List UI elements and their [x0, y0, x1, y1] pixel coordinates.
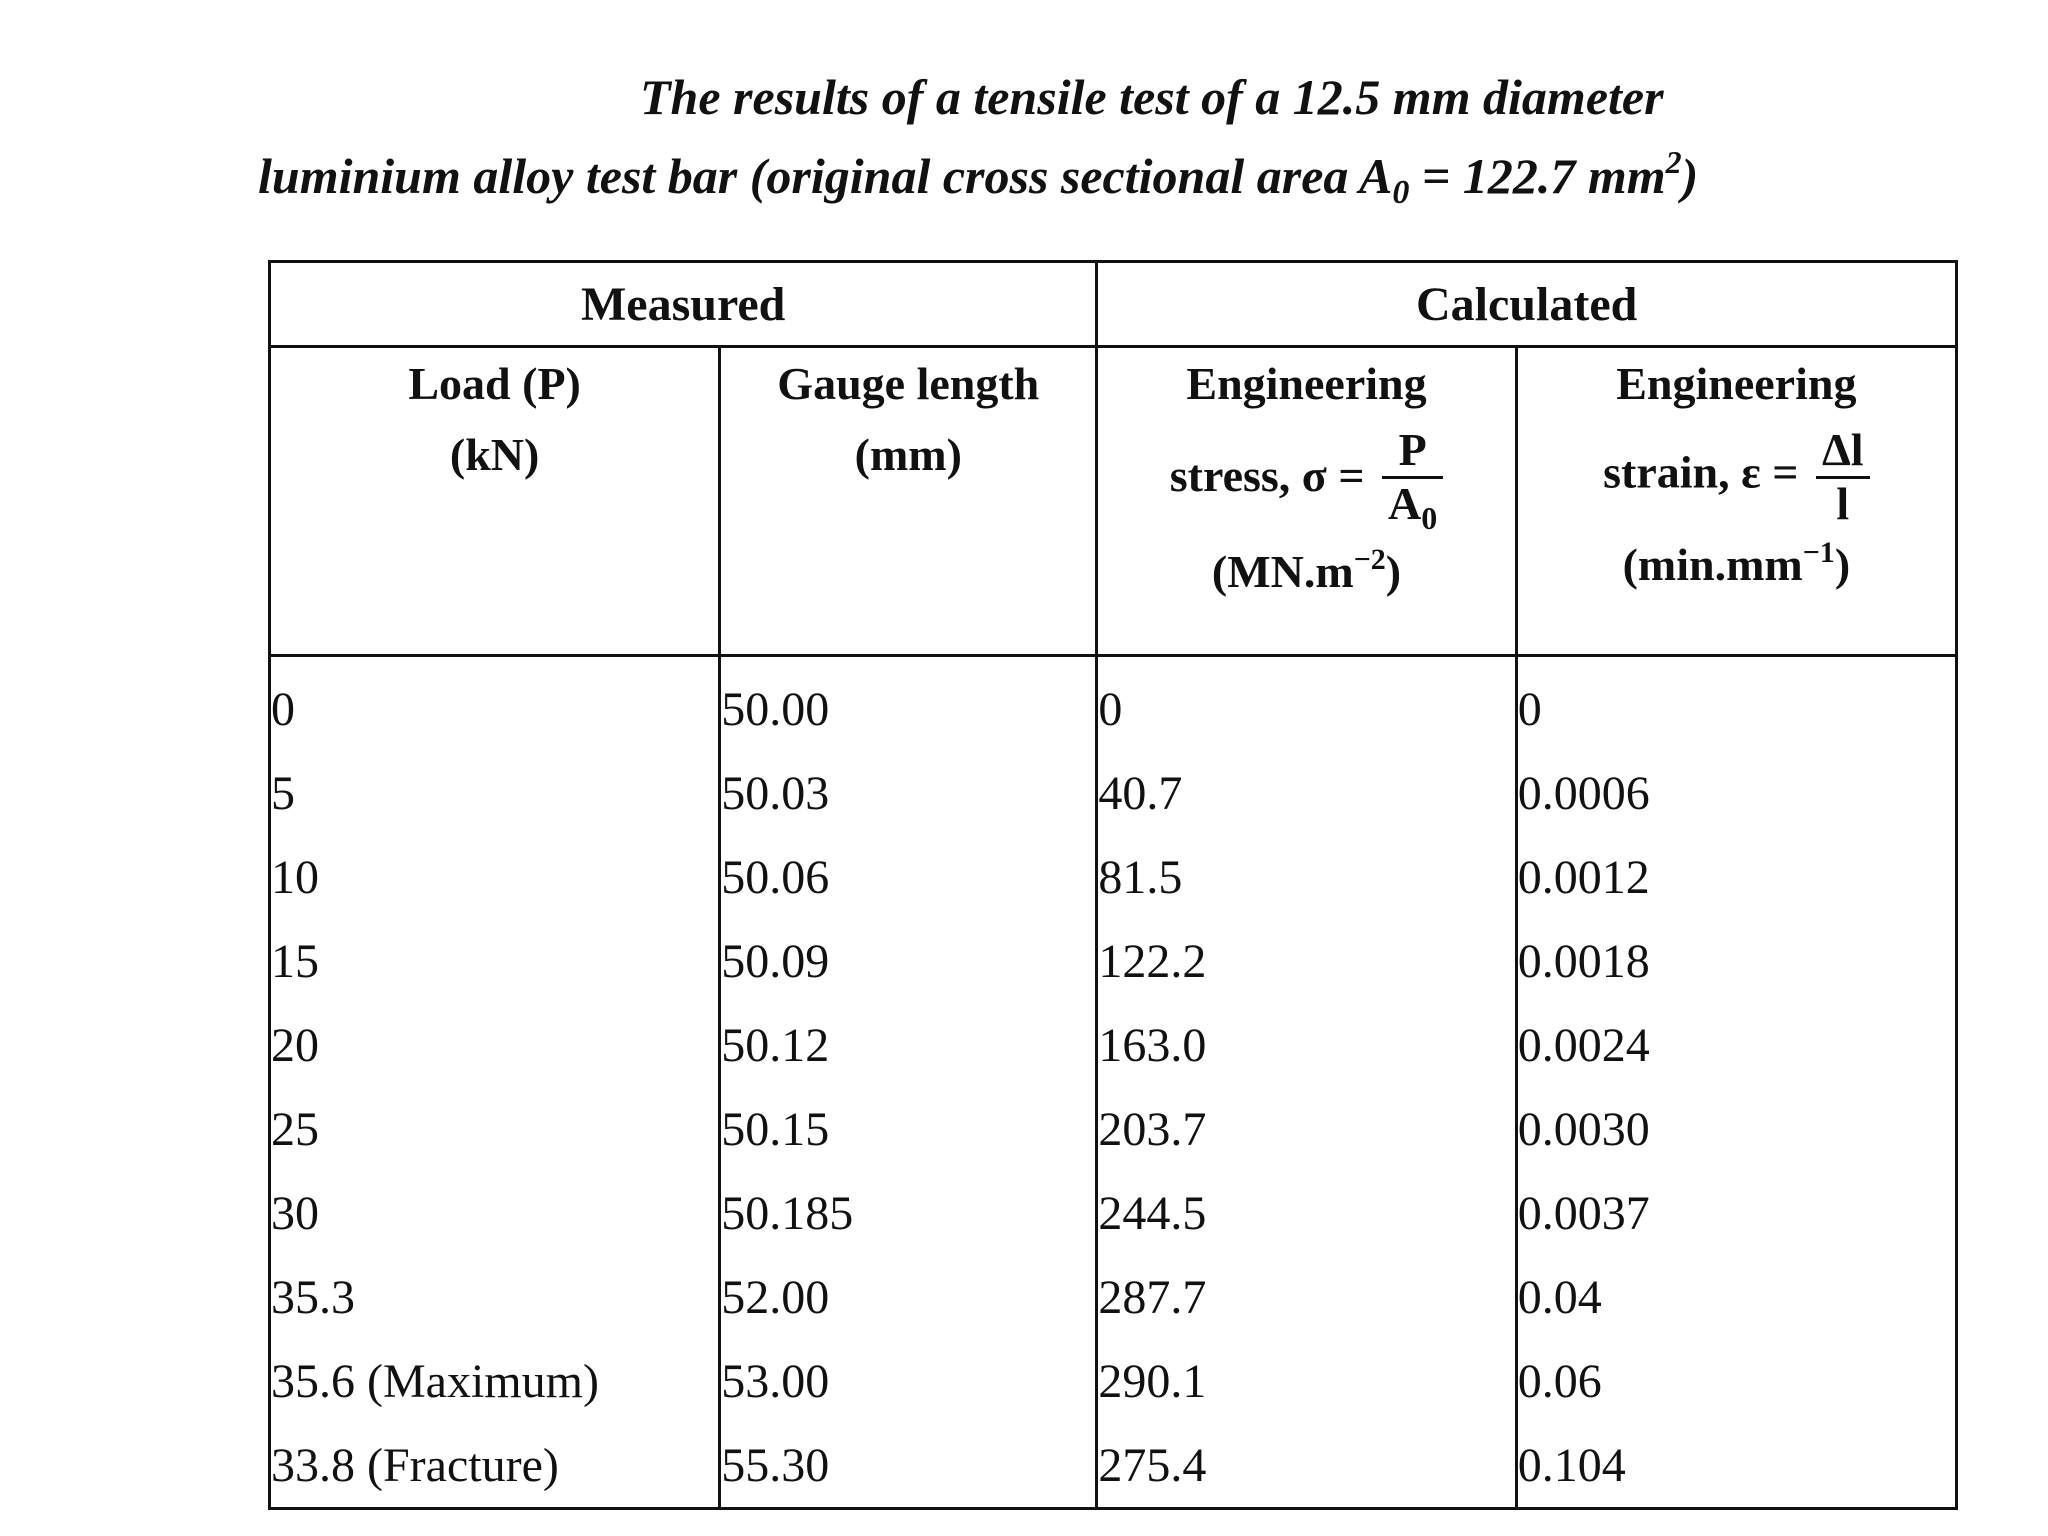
table-row [270, 1087, 1957, 1171]
cell-gauge-length: 50.00 [720, 656, 1097, 752]
table-row [270, 1003, 1957, 1087]
strain-unit-exponent: −1 [1802, 536, 1835, 570]
strain-fraction [1816, 425, 1870, 529]
group-header-row [270, 262, 1957, 347]
cell-strain: 0.06 [1516, 1339, 1956, 1423]
strain-formula-lhs: strain, ε = [1603, 446, 1799, 498]
cell-strain: 0.0006 [1516, 751, 1956, 835]
cell-stress: 275.4 [1097, 1423, 1516, 1509]
cell-stress: 163.0 [1097, 1003, 1516, 1087]
title-area-value: = 122.7 mm [1409, 148, 1666, 204]
cell-load: 30 [270, 1171, 720, 1255]
stress-fraction [1382, 425, 1443, 536]
stress-unit [1098, 536, 1514, 607]
cell-gauge-length: 53.00 [720, 1339, 1097, 1423]
cell-stress: 81.5 [1097, 835, 1516, 919]
cell-load: 35.6 (Maximum) [270, 1339, 720, 1423]
cell-gauge-length: 52.00 [720, 1255, 1097, 1339]
strain-unit [1518, 529, 1955, 600]
column-header-load [270, 347, 720, 656]
load-header-label: Load (P) [408, 358, 581, 409]
cell-load: 15 [270, 919, 720, 1003]
cell-load: 20 [270, 1003, 720, 1087]
cell-strain: 0.04 [1516, 1255, 1956, 1339]
cell-stress: 244.5 [1097, 1171, 1516, 1255]
cell-strain: 0.104 [1516, 1423, 1956, 1509]
table-row [270, 1171, 1957, 1255]
cell-stress: 0 [1097, 656, 1516, 752]
column-header-engineering-stress [1097, 347, 1516, 656]
cell-strain: 0.0030 [1516, 1087, 1956, 1171]
cell-gauge-length: 55.30 [720, 1423, 1097, 1509]
stress-numerator: P [1382, 425, 1443, 479]
stress-formula [1098, 425, 1514, 536]
tensile-results-table [268, 260, 1958, 1510]
group-header-measured: Measured [270, 262, 1097, 347]
title-line-1: The results of a tensile test of a 12.5 mm diameter [640, 69, 1664, 125]
cell-gauge-length: 50.185 [720, 1171, 1097, 1255]
cell-strain: 0.0024 [1516, 1003, 1956, 1087]
cell-load: 25 [270, 1087, 720, 1171]
table-row [270, 919, 1957, 1003]
strain-formula [1518, 425, 1955, 529]
column-header-gauge-length [720, 347, 1097, 656]
cell-strain: 0 [1516, 656, 1956, 752]
table-row [270, 656, 1957, 752]
table-row [270, 1255, 1957, 1339]
cell-stress: 290.1 [1097, 1339, 1516, 1423]
column-header-row [270, 347, 1957, 656]
cell-stress: 203.7 [1097, 1087, 1516, 1171]
stress-denominator-subscript: 0 [1421, 500, 1438, 537]
gauge-header-unit: (mm) [854, 429, 962, 481]
cell-load: 10 [270, 835, 720, 919]
title-closing: ) [1681, 148, 1699, 204]
title-area-superscript: 2 [1665, 144, 1682, 180]
cell-gauge-length: 50.12 [720, 1003, 1097, 1087]
stress-header-label: Engineering [1186, 358, 1427, 409]
load-header-unit: (kN) [449, 429, 540, 481]
stress-unit-base: (MN.m [1211, 546, 1354, 598]
cell-load: 33.8 (Fracture) [270, 1423, 720, 1509]
cell-gauge-length: 50.09 [720, 919, 1097, 1003]
cell-load: 35.3 [270, 1255, 720, 1339]
cell-strain: 0.0018 [1516, 919, 1956, 1003]
gauge-header-label: Gauge length [777, 358, 1040, 409]
group-header-calculated: Calculated [1097, 262, 1957, 347]
stress-denominator-symbol: A [1388, 477, 1422, 529]
strain-unit-base: (min.mm [1622, 539, 1803, 591]
cell-load: 5 [270, 751, 720, 835]
cell-strain: 0.0037 [1516, 1171, 1956, 1255]
cell-gauge-length: 50.03 [720, 751, 1097, 835]
table-row [270, 1423, 1957, 1509]
strain-unit-close: ) [1834, 539, 1851, 591]
table-row [270, 835, 1957, 919]
stress-denominator [1382, 479, 1443, 536]
table-row [270, 1339, 1957, 1423]
cell-gauge-length: 50.15 [720, 1087, 1097, 1171]
stress-unit-exponent: −2 [1353, 543, 1386, 577]
strain-header-label: Engineering [1616, 358, 1857, 409]
cell-strain: 0.0012 [1516, 835, 1956, 919]
stress-formula-lhs: stress, σ = [1169, 450, 1365, 502]
table-row [270, 751, 1957, 835]
title-line-2 [0, 146, 2048, 210]
strain-denominator: l [1836, 477, 1850, 529]
cell-gauge-length: 50.06 [720, 835, 1097, 919]
stress-unit-close: ) [1385, 546, 1402, 598]
column-header-engineering-strain [1516, 347, 1956, 656]
cell-stress: 122.2 [1097, 919, 1516, 1003]
cell-stress: 40.7 [1097, 751, 1516, 835]
title-area-subscript: 0 [1392, 174, 1410, 211]
cell-load: 0 [270, 656, 720, 752]
title-line-2-text: luminium alloy test bar (original cross sectional area A [258, 148, 1393, 204]
cell-stress: 287.7 [1097, 1255, 1516, 1339]
strain-numerator: Δl [1816, 425, 1870, 479]
